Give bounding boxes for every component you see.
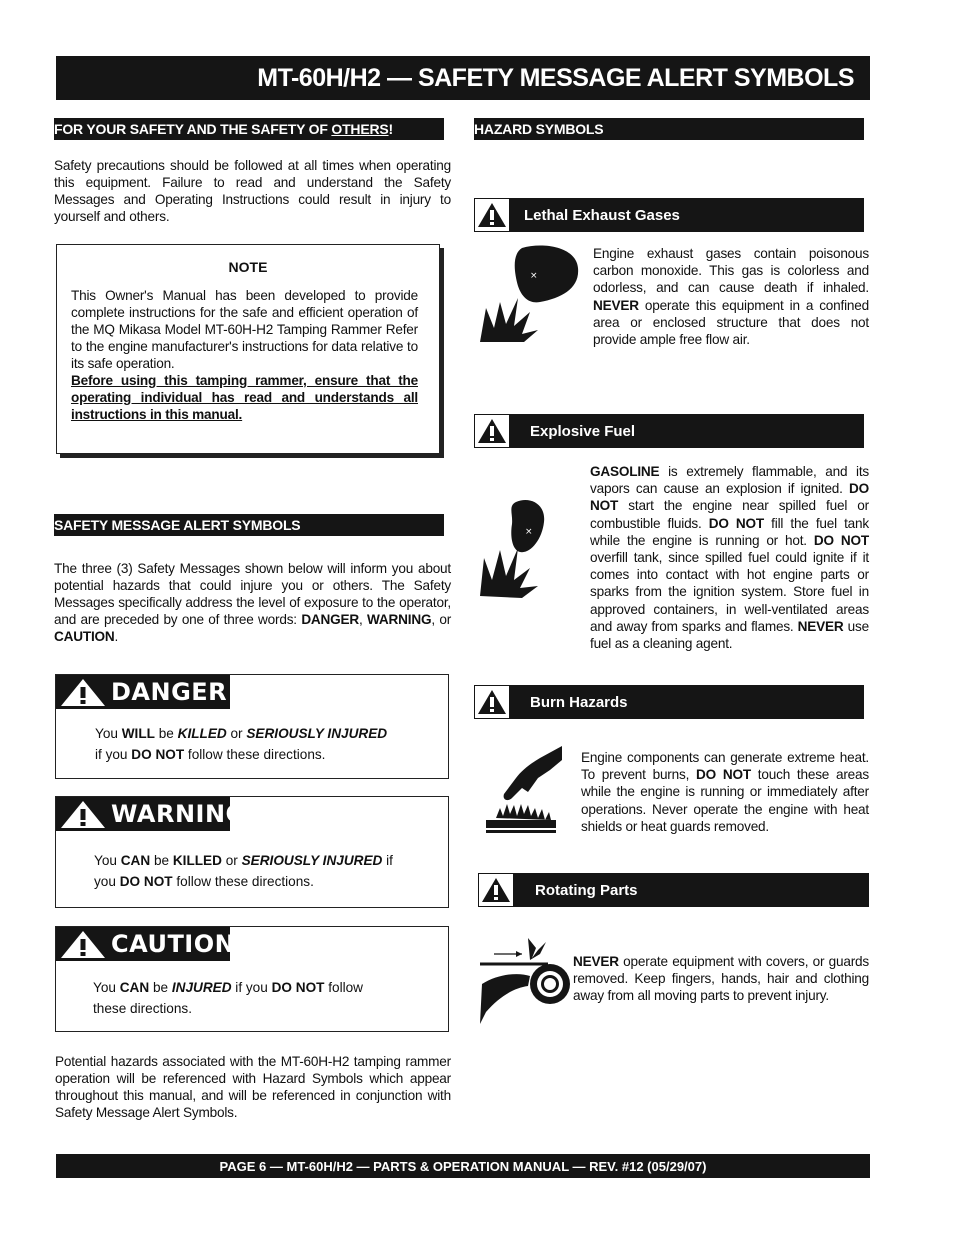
exhaust-text-part: Engine exhaust gases contain poisonous carbon monoxide. This gas is colorless and odorless, and can cause death if inhaled. xyxy=(593,246,869,296)
rotating-label: Rotating Parts xyxy=(535,881,638,899)
caution-label xyxy=(56,927,236,961)
exhaust-label: Lethal Exhaust Gases xyxy=(524,206,680,224)
svg-text:×: × xyxy=(530,271,538,281)
safety-intro: Safety precautions should be followed at all times when operating this equipment. Failure to read and understand the Safety Messages and Operating Instructions could result in injury to yourself and others. xyxy=(54,158,451,224)
rotating-text xyxy=(573,953,869,1005)
alert-triangle-icon xyxy=(474,414,510,448)
alert-triangle-icon xyxy=(474,685,510,719)
alert-intro-warning: WARNING xyxy=(367,612,432,627)
alert-intro-text: The three (3) Safety Messages shown below will inform you about potential hazards that could injure you or others. The Safety Messages specifically address the level of exposure to the operator, and are preceded by one of three words: xyxy=(54,561,451,627)
exhaust-fumes-icon xyxy=(478,242,582,346)
alert-intro xyxy=(54,560,451,645)
fuel-text-bold: DO NOT xyxy=(590,481,869,514)
page-title xyxy=(56,56,870,100)
danger-msg-part: You xyxy=(95,726,122,741)
safety-heading-underlined: OTHERS xyxy=(331,121,389,137)
caution-message xyxy=(93,977,363,1019)
danger-msg-bold: SERIOUSLY INJURED xyxy=(246,726,388,741)
alert-triangle-icon xyxy=(59,929,107,959)
hazard-symbols-heading xyxy=(474,118,864,140)
warning-msg-part: you xyxy=(94,874,120,889)
note-bold: Before using this tamping rammer, ensure that the operating individual has read and understands all instructions in this manual. xyxy=(71,373,418,422)
fuel-text-bold: NEVER xyxy=(797,618,844,634)
hazard-symbols-heading-text: HAZARD SYMBOLS xyxy=(474,121,604,137)
note-title: NOTE xyxy=(228,259,268,275)
rotating-parts-icon xyxy=(478,934,570,1026)
burn-text-part: touch these areas while the engine is running or immediately after operations. Never operate the engine with heat shields or heat guards removed. xyxy=(581,767,869,834)
warning-msg-bold: CAN xyxy=(120,853,151,868)
danger-label xyxy=(56,675,230,709)
alert-triangle-icon xyxy=(59,677,107,707)
safety-heading-text: FOR YOUR SAFETY AND THE SAFETY OF xyxy=(54,121,332,137)
danger-msg-bold: KILLED xyxy=(177,726,227,741)
caution-msg-part: be xyxy=(149,980,172,995)
fuel-text-bold: DO NOT xyxy=(813,532,870,548)
fuel-text xyxy=(590,463,869,652)
caution-label-text: CAUTION xyxy=(111,930,236,958)
closing-paragraph: Potential hazards associated with the MT-60H-H2 tamping rammer operation will be referenced with Hazard Symbols which appear throughout this manual, and will be referenced in conjunction with Safety Message Alert Symbols. xyxy=(55,1054,451,1120)
danger-msg-part: if you xyxy=(95,747,132,762)
explosion-icon xyxy=(478,496,548,600)
danger-message xyxy=(95,723,387,765)
safety-heading-punct: ! xyxy=(388,121,393,137)
caution-msg-bold: INJURED xyxy=(171,980,232,995)
exhaust-text-bold: NEVER xyxy=(593,297,639,313)
danger-msg-part: follow these directions. xyxy=(184,747,326,762)
exhaust-text-part: operate this equipment in a confined area or enclosed structure that does not provide ample free flow air. xyxy=(593,297,869,348)
warning-msg-bold: KILLED xyxy=(172,853,222,868)
fuel-text-bold: DO NOT xyxy=(708,515,765,531)
alert-intro-end: . xyxy=(114,629,119,644)
danger-msg-bold: DO NOT xyxy=(131,747,185,762)
alert-triangle-icon xyxy=(474,198,510,232)
fuel-text-part: use fuel as a cleaning agent. xyxy=(590,618,869,652)
note-box xyxy=(56,244,440,454)
caution-msg-part: You xyxy=(93,980,120,995)
caution-box xyxy=(55,926,449,1032)
alert-triangle-icon xyxy=(59,799,107,829)
safety-heading xyxy=(54,118,444,140)
exhaust-text xyxy=(593,245,869,348)
hot-surface-icon xyxy=(478,744,566,836)
danger-msg-bold: WILL xyxy=(121,726,155,741)
fuel-text-bold: GASOLINE xyxy=(590,464,660,479)
alert-symbols-heading-text: SAFETY MESSAGE ALERT SYMBOLS xyxy=(54,517,301,533)
danger-msg-part: or xyxy=(226,726,247,741)
rotating-text-part: operate equipment with covers, or guards removed. Keep fingers, hands, hair and clothing away from all moving parts to prevent injury. xyxy=(573,954,869,1004)
warning-msg-bold: DO NOT xyxy=(119,874,173,889)
fuel-heading xyxy=(474,414,864,448)
alert-symbols-heading xyxy=(54,514,444,536)
warning-box xyxy=(55,796,449,908)
alert-intro-sep: , xyxy=(359,612,368,627)
note-text xyxy=(71,287,418,423)
alert-triangle-icon xyxy=(478,873,514,907)
warning-msg-part: follow these directions. xyxy=(172,874,314,889)
burn-text-part: Engine components can generate extreme heat. To prevent burns, xyxy=(581,750,869,783)
burn-heading xyxy=(474,685,864,719)
page-footer-text: PAGE 6 — MT-60H/H2 — PARTS & OPERATION MANUAL — REV. #12 (05/29/07) xyxy=(219,1158,707,1174)
rotating-heading xyxy=(478,873,869,907)
note-body: This Owner's Manual has been developed to provide complete instructions for the safe and efficient operation of the MQ Mikasa Model MT-60H-H2 Tamping Rammer Refer to the engine manufacturer's instructions for data relative to its safe operation. xyxy=(71,288,418,371)
fuel-text-part: fill the fuel tank while the engine is running or hot. xyxy=(590,515,869,548)
svg-text:×: × xyxy=(525,527,533,537)
burn-text xyxy=(581,749,869,835)
burn-text-bold: DO NOT xyxy=(696,767,751,783)
warning-msg-part: or xyxy=(221,853,242,868)
warning-label-text: WARNING xyxy=(111,800,246,828)
fuel-text-part: start the engine near spilled fuel or combustible fluids. xyxy=(590,498,869,531)
warning-label xyxy=(56,797,246,831)
caution-msg-part: follow xyxy=(324,980,363,995)
caution-msg-part: these directions. xyxy=(93,1001,192,1016)
caution-msg-bold: CAN xyxy=(119,980,150,995)
danger-box xyxy=(55,674,449,779)
alert-intro-sep: , or xyxy=(431,612,452,627)
alert-intro-caution: CAUTION xyxy=(54,629,115,644)
danger-label-text: DANGER xyxy=(111,678,228,706)
warning-msg-bold: SERIOUSLY INJURED xyxy=(241,853,383,868)
page-footer xyxy=(56,1154,870,1178)
warning-msg-part: if xyxy=(382,853,393,868)
warning-msg-part: be xyxy=(150,853,173,868)
exhaust-heading xyxy=(474,198,864,232)
burn-label: Burn Hazards xyxy=(530,693,628,711)
alert-intro-danger: DANGER xyxy=(301,612,360,627)
caution-msg-part: if you xyxy=(231,980,272,995)
page-title-text: MT-60H/H2 — SAFETY MESSAGE ALERT SYMBOLS xyxy=(257,63,854,92)
fuel-label: Explosive Fuel xyxy=(530,422,636,440)
fuel-text-part: is extremely flammable, and its vapors can cause an explosion if ignited. xyxy=(590,464,869,497)
danger-msg-part: be xyxy=(154,726,178,741)
warning-message xyxy=(94,850,393,892)
warning-msg-part: You xyxy=(94,853,121,868)
rotating-text-bold: NEVER xyxy=(573,954,619,969)
fuel-text-part: overfill tank, since spilled fuel could ignite if it comes into contact with hot engine parts or sparks from the ignition system. Store fuel in approved containers, in well-ventilated areas and away from sparks and flames. xyxy=(590,550,869,634)
caution-msg-bold: DO NOT xyxy=(271,980,325,995)
